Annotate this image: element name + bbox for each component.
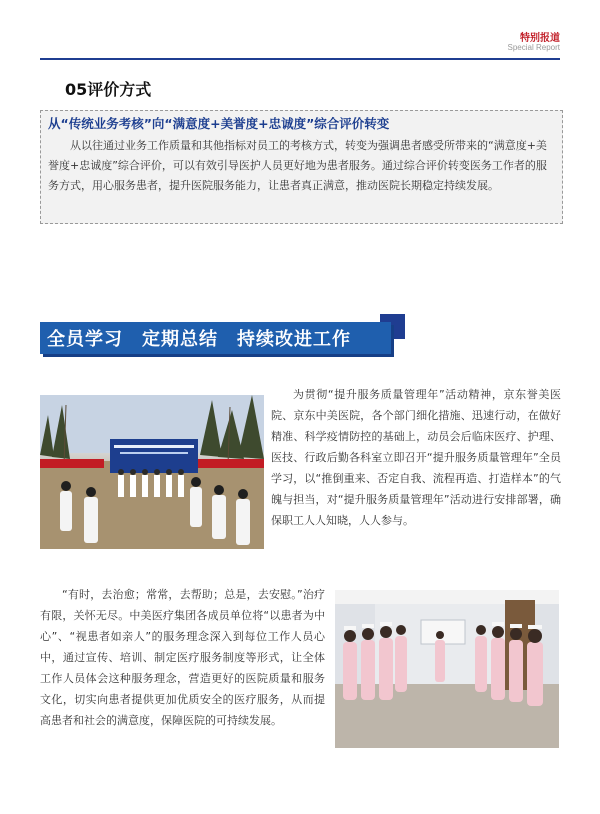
photo-nurses-corridor bbox=[335, 590, 559, 748]
box-heading: 从“传统业务考核”向“满意度+美誉度+忠诚度”综合评价转变 bbox=[48, 116, 390, 131]
header-title-cn: 特别报道 bbox=[520, 33, 560, 44]
nurses-corridor-image bbox=[335, 590, 559, 748]
paragraph-1 bbox=[271, 384, 561, 531]
outdoor-meeting-image bbox=[40, 395, 264, 549]
box-paragraph bbox=[48, 136, 556, 196]
section-banner bbox=[40, 322, 391, 354]
banner-title: 全员学习 定期总结 持续改进工作 bbox=[47, 329, 351, 350]
box-paragraph-text: 从以往通过业务工作质量和其他指标对员工的考核方式，转变为强调患者感受所带来的“满意度+美誉度+忠诚度”综合评价，可以有效引导医护人员更好地为患者服务。通过综合评价转变医务工作者的服务方式，用心服务患者，提升医院服务能力，让患者真正满意，推动医院长期稳定持续发展。 bbox=[48, 139, 547, 192]
photo-outdoor-meeting bbox=[40, 395, 264, 549]
paragraph-2 bbox=[40, 584, 325, 731]
paragraph-1-text: 为贯彻“提升服务质量管理年”活动精神，京东誉美医院、京东中美医院，各个部门细化措施、迅速行动，在做好精准、科学疫情防控的基础上，动员会后临床医疗、护理、医技、行政后勤各科室立即召开“提升服务质量管理年”全员学习，以“推倒重来、否定自我、流程再造、打造样本”的气魄与担当，对“提升服务质量管理年”活动进行安排部署，确保职工人人知晓，人人参与。 bbox=[271, 388, 561, 527]
paragraph-2-text: “有时，去治愈；常常，去帮助；总是，去安慰。”治疗有限，关怀无尽。中美医疗集团各成员单位将“以患者为中心”、“视患者如亲人”的服务理念深入到每位工作人员心中，通过宣传、培训、制定医疗服务制度等形式，让全体工作人员体会这种服务理念，营造更好的医院质量和服务文化，切实向患者提供更加优质安全的医疗服务，从而提高患者和社会的满意度，保障医院的可持续发展。 bbox=[40, 588, 325, 727]
section-title: 05评价方式 bbox=[65, 80, 152, 99]
header-divider bbox=[40, 58, 560, 60]
header-title-en: Special Report bbox=[507, 43, 560, 52]
